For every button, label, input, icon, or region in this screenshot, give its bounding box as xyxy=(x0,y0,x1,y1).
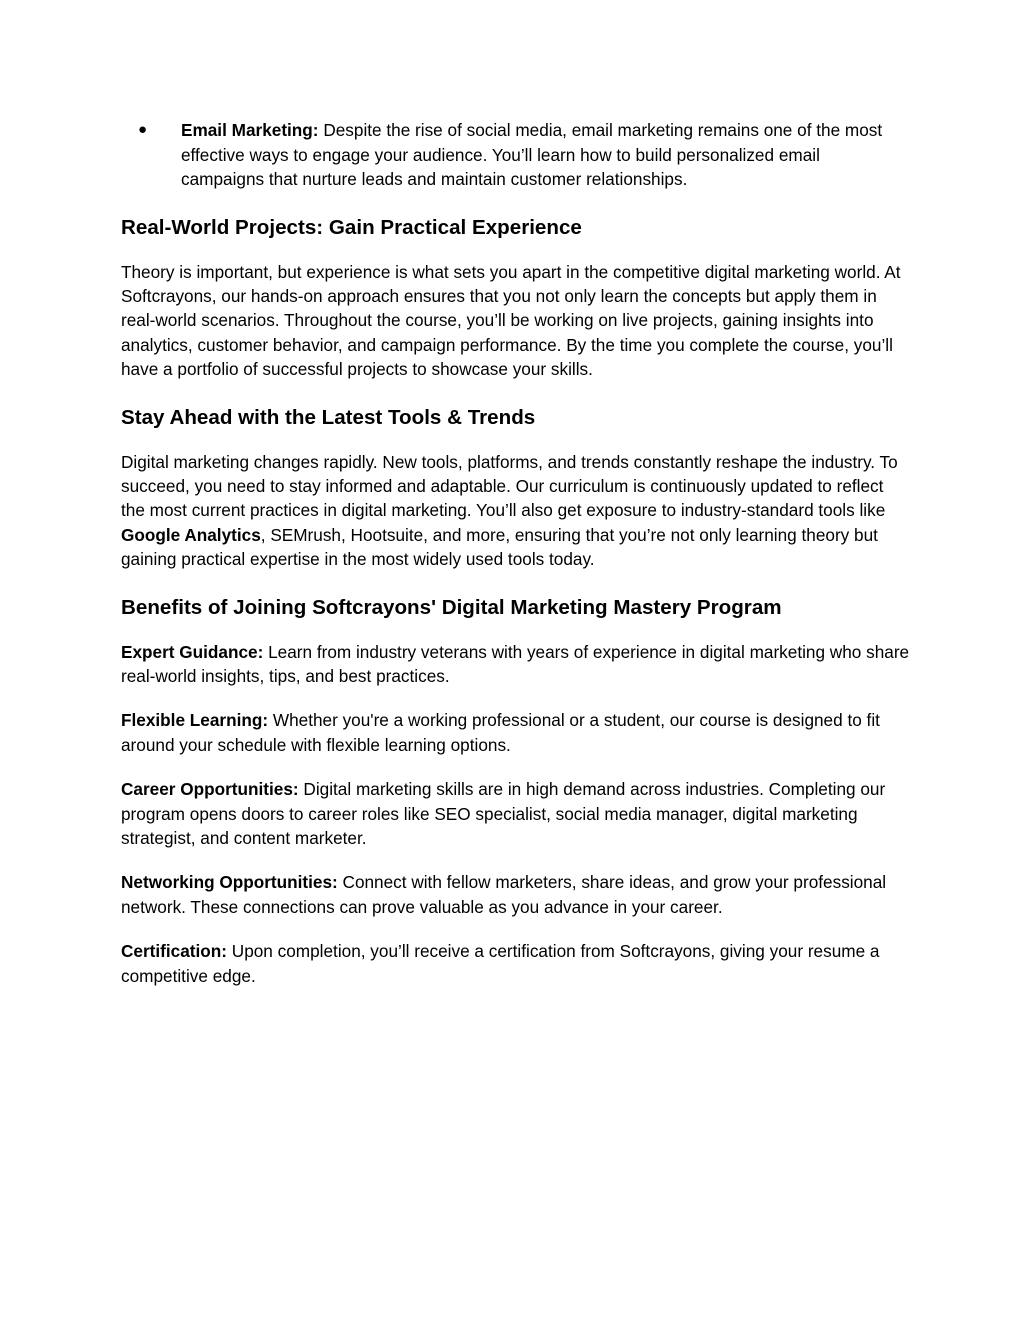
benefit-text: Upon completion, you’ll receive a certification from Softcrayons, giving your resume a competitive edge. xyxy=(121,941,880,986)
benefit-label: Networking Opportunities: xyxy=(121,872,338,893)
projects-heading: Real-World Projects: Gain Practical Experience xyxy=(121,215,582,239)
email-marketing-label: Email Marketing: xyxy=(181,120,319,140)
benefit-text: Learn from industry veterans with years of experience in digital marketing who share real-world insights, tips, and best practices. xyxy=(121,641,910,686)
tools-text-after: , SEMrush, Hootsuite, and more, ensuring that you’re not only learning theory but gaining practical expertise in the most widely used tools today. xyxy=(121,524,878,570)
benefit-career-opportunities xyxy=(121,777,911,850)
tools-paragraph xyxy=(121,450,911,572)
email-marketing-text: Despite the rise of social media, email marketing remains one of the most effective ways to engage your audience. You’ll learn how to build personalized email campaigns that nurture leads and maintain customer relationships. xyxy=(181,120,883,189)
benefit-label: Flexible Learning: xyxy=(121,710,269,731)
benefits-heading: Benefits of Joining Softcrayons' Digital Marketing Mastery Program xyxy=(121,595,782,619)
bullet-list xyxy=(121,118,911,192)
document-page xyxy=(121,118,911,988)
benefit-networking-opportunities xyxy=(121,870,911,919)
benefit-label: Expert Guidance: xyxy=(121,641,264,662)
tools-heading: Stay Ahead with the Latest Tools & Trends xyxy=(121,405,536,429)
list-item-email-marketing xyxy=(121,118,901,192)
benefit-label: Career Opportunities: xyxy=(121,779,299,800)
benefit-expert-guidance xyxy=(121,640,911,689)
benefit-text: Digital marketing skills are in high demand across industries. Completing our program opens doors to career roles like SEO specialist, social media manager, digital marketing strategist, and content marketer. xyxy=(121,779,886,848)
benefit-text: Connect with fellow marketers, share ideas, and grow your professional network. These connections can prove valuable as you advance in your career. xyxy=(121,872,887,917)
projects-paragraph: Theory is important, but experience is what sets you apart in the competitive digital marketing world. At Softcrayons, our hands-on approach ensures that you not only learn the concepts but apply them in real-world scenarios. Throughout the course, you’ll be working on live projects, gaining insights into analytics, customer behavior, and campaign performance. By the time you complete the course, you’ll have a portfolio of successful projects to showcase your skills. xyxy=(121,261,901,380)
tools-text-before: Digital marketing changes rapidly. New tools, platforms, and trends constantly reshape the industry. To succeed, you need to stay informed and adaptable. Our curriculum is continuously updated to reflect the most current practices in digital marketing. You’ll also get exposure to industry-standard tools like xyxy=(121,451,898,521)
benefit-certification xyxy=(121,939,911,988)
tools-text-bold: Google Analytics xyxy=(121,524,261,545)
benefit-flexible-learning xyxy=(121,708,911,757)
benefit-label: Certification: xyxy=(121,941,227,962)
bullet-icon: ● xyxy=(138,121,148,138)
benefit-text: Whether you're a working professional or a student, our course is designed to fit around your schedule with flexible learning options. xyxy=(121,710,880,755)
